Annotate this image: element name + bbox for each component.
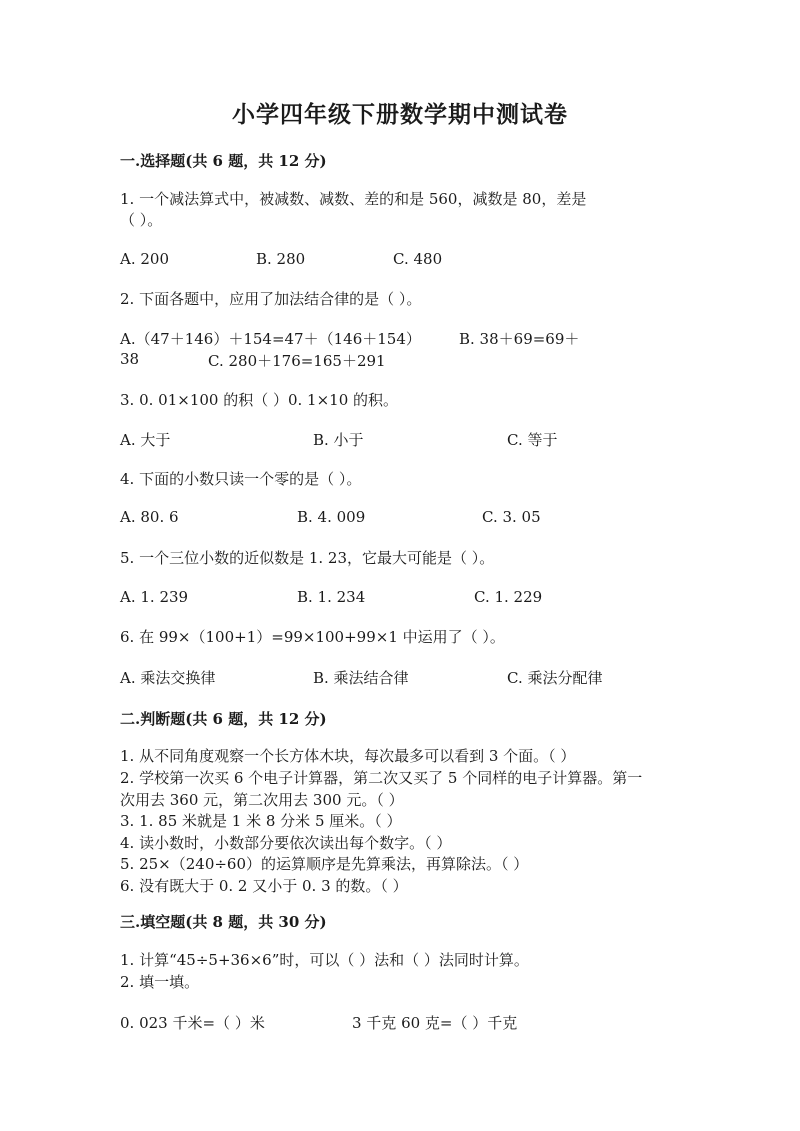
option-c: C. 280＋176=165＋291 — [208, 352, 386, 370]
option-a: A. 1. 239 — [120, 588, 189, 606]
list-item: 1. 从不同角度观察一个长方体木块，每次最多可以看到 3 个面。（ ） — [120, 747, 576, 765]
question-text: 1. 计算“45÷5+36×6”时，可以（ ）法和（ ）法同时计算。 — [120, 951, 529, 969]
option-b-continued: 38 — [120, 350, 140, 368]
option-c: C. 480 — [393, 250, 443, 268]
option-a: A. 200 — [120, 250, 169, 268]
option-c: C. 1. 229 — [474, 588, 543, 606]
option-b: B. 280 — [256, 250, 306, 268]
option-b: B. 1. 234 — [297, 588, 366, 606]
option-c: C. 等于 — [507, 431, 558, 449]
list-item: 3. 1. 85 米就是 1 米 8 分米 5 厘米。（ ） — [120, 812, 402, 830]
fill-blank-a: 0. 023 千米=（ ）米 — [120, 1014, 265, 1032]
option-b: B. 乘法结合律 — [313, 669, 409, 687]
option-b: B. 38＋69=69＋ — [459, 330, 580, 348]
option-a: A. 乘法交换律 — [120, 669, 216, 687]
section-heading-choice: 一.选择题(共 6 题，共 12 分) — [120, 152, 327, 170]
question-text: （ ）。 — [120, 211, 163, 229]
question-text: 1. 一个减法算式中，被减数、减数、差的和是 560，减数是 80，差是 — [120, 190, 587, 208]
option-b: B. 小于 — [313, 431, 364, 449]
option-a: A.（47＋146）＋154=47＋（146＋154） — [120, 330, 421, 348]
list-item: 5. 25×（240÷60）的运算顺序是先算乘法，再算除法。（ ） — [120, 855, 529, 873]
section-heading-judgement: 二.判断题(共 6 题，共 12 分) — [120, 710, 327, 728]
option-a: A. 80. 6 — [120, 508, 179, 526]
question-text: 5. 一个三位小数的近似数是 1. 23，它最大可能是（ ）。 — [120, 549, 495, 567]
option-c: C. 乘法分配律 — [507, 669, 603, 687]
option-b: B. 4. 009 — [297, 508, 366, 526]
question-text: 2. 填一填。 — [120, 973, 200, 991]
list-item: 次用去 360 元，第二次用去 300 元。（ ） — [120, 791, 404, 809]
question-text: 4. 下面的小数只读一个零的是（ ）。 — [120, 470, 362, 488]
page-title: 小学四年级下册数学期中测试卷 — [232, 101, 568, 128]
question-text: 3. 0. 01×100 的积（ ）0. 1×10 的积。 — [120, 391, 399, 409]
fill-blank-b: 3 千克 60 克=（ ）千克 — [352, 1014, 518, 1032]
list-item: 2. 学校第一次买 6 个电子计算器，第二次又买了 5 个同样的电子计算器。第一 — [120, 769, 643, 787]
option-c: C. 3. 05 — [482, 508, 541, 526]
option-a: A. 大于 — [120, 431, 171, 449]
question-text: 2. 下面各题中，应用了加法结合律的是（ ）。 — [120, 290, 422, 308]
question-text: 6. 在 99×（100+1）=99×100+99×1 中运用了（ ）。 — [120, 628, 505, 646]
list-item: 6. 没有既大于 0. 2 又小于 0. 3 的数。（ ） — [120, 877, 408, 895]
list-item: 4. 读小数时，小数部分要依次读出每个数字。（ ） — [120, 834, 452, 852]
section-heading-fill: 三.填空题(共 8 题，共 30 分) — [120, 913, 327, 931]
